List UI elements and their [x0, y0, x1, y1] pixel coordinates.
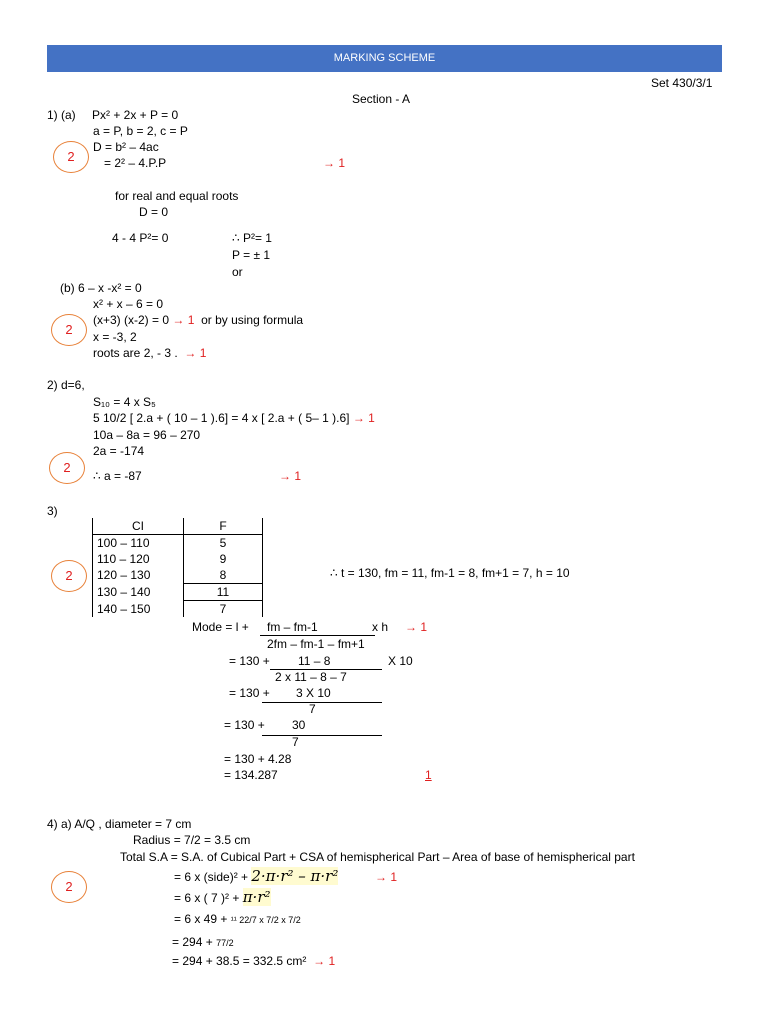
fraction-bar	[260, 635, 375, 636]
table-cell: 5	[184, 535, 263, 552]
table-header-f: F	[184, 518, 263, 535]
mark-arrow-1: → 1	[323, 156, 346, 170]
q2-line-5: ∴ a = -87	[93, 469, 142, 483]
mode-formula-label: Mode = l +	[192, 620, 249, 634]
table-row	[93, 535, 263, 552]
q4-step-1: = 6 x (side)² + 2·π·r² – π·r²	[174, 867, 339, 885]
table-cell: 130 – 140	[93, 584, 184, 601]
marks-circle: 2	[53, 141, 89, 173]
q1b-line-4: roots are 2, - 3 . → 1	[93, 346, 207, 360]
mode-formula-denominator: 2fm – fm-1 – fm+1	[267, 637, 365, 651]
table-cell: 140 – 150	[93, 601, 184, 618]
q1a-real-roots: for real and equal roots	[115, 189, 239, 203]
table-header-ci: CI	[93, 518, 184, 535]
q1a-label: 1) (a)	[47, 108, 76, 122]
q2-line-3: 10a – 8a = 96 – 270	[93, 428, 201, 442]
title-banner: MARKING SCHEME	[47, 45, 722, 72]
marks-circle: 2	[51, 871, 87, 903]
mode-step-3-lead: = 130 +	[224, 718, 265, 732]
q2-line-2: 5 10/2 [ 2.a + ( 10 – 1 ).6] = 4 x [ 2.a + ( 5– 1 ).6] → 1	[93, 411, 375, 425]
frequency-table	[92, 518, 263, 617]
q1a-or: or	[232, 265, 243, 279]
mark-arrow-1: → 1	[279, 469, 302, 483]
mode-step-1-times: X 10	[388, 654, 413, 668]
mark-arrow-1: → 1	[375, 870, 398, 884]
q4-total-sa: Total S.A = S.A. of Cubical Part + CSA of hemispherical Part – Area of base of hemispherical part	[120, 850, 635, 864]
q3-given-values: ∴ t = 130, fm = 11, fm-1 = 8, fm+1 = 7, h = 10	[330, 566, 570, 580]
q1a-p-value: P = ± 1	[232, 248, 271, 262]
mode-step-2-lead: = 130 +	[229, 686, 270, 700]
mode-step-4: = 130 + 4.28	[224, 752, 292, 766]
table-cell: 7	[184, 601, 263, 618]
mode-step-2-numerator: 3 X 10	[296, 686, 331, 700]
fraction-bar	[262, 702, 382, 703]
q1b-label: (b) 6 – x -x² = 0	[60, 281, 142, 295]
mode-step-3-numerator: 30	[292, 718, 306, 732]
table-cell: 11	[184, 584, 263, 601]
table-row	[93, 601, 263, 618]
q4-step-4: = 294 + 77/2	[172, 935, 234, 949]
q1b-line-2: (x+3) (x-2) = 0 → 1 or by using formula	[93, 313, 304, 327]
q1a-discriminant: D = b² – 4ac	[93, 140, 159, 154]
table-cell: 8	[184, 567, 263, 584]
q3-label: 3)	[47, 504, 58, 518]
table-row	[93, 551, 263, 567]
table-cell: 100 – 110	[93, 535, 184, 552]
mode-step-1-numerator: 11 – 8	[298, 654, 331, 668]
marks-circle: 2	[49, 452, 85, 484]
mark-one: 1	[425, 768, 432, 782]
mode-step-2-denominator: 7	[309, 702, 316, 716]
q4-radius: Radius = 7/2 = 3.5 cm	[133, 833, 251, 847]
q1a-equation: Px² + 2x + P = 0	[92, 108, 179, 122]
q4-step-3: = 6 x 49 + ¹¹ 22/7 x 7/2 x 7/2	[174, 912, 301, 926]
q2-line-1: S₁₀ = 4 x S₅	[93, 395, 156, 409]
q1a-therefore: ∴ P²= 1	[232, 231, 272, 245]
table-row	[93, 567, 263, 584]
table-cell: 110 – 120	[93, 551, 184, 567]
q4-step-5: = 294 + 38.5 = 332.5 cm² → 1	[172, 954, 336, 968]
mode-step-1-lead: = 130 +	[229, 654, 270, 668]
table-row	[93, 584, 263, 601]
mode-formula-xh: x h	[372, 620, 389, 634]
table-header-row	[93, 518, 263, 535]
fraction-bar	[262, 735, 382, 736]
q1a-discriminant-2: = 2² – 4.P.P	[104, 156, 167, 170]
q1a-d-zero: D = 0	[139, 205, 169, 219]
table-cell: 120 – 130	[93, 567, 184, 584]
q1b-line-3: x = -3, 2	[93, 330, 137, 344]
q1b-line-1: x² + x – 6 = 0	[93, 297, 164, 311]
q2-label: 2) d=6,	[47, 378, 85, 392]
marks-circle: 2	[51, 314, 87, 346]
set-number: Set 430/3/1	[651, 76, 713, 90]
table-cell: 9	[184, 551, 263, 567]
mode-step-1-denominator: 2 x 11 – 8 – 7	[275, 670, 347, 684]
mode-formula-numerator: fm – fm-1	[267, 620, 318, 634]
q4-step-2: = 6 x ( 7 )² + π·r²	[174, 888, 271, 906]
section-heading: Section - A	[352, 92, 411, 106]
q1a-equation-2: 4 - 4 P²= 0	[112, 231, 169, 245]
q2-line-4: 2a = -174	[93, 444, 145, 458]
mode-step-5: = 134.287	[224, 768, 278, 782]
mark-arrow-1: → 1	[405, 620, 428, 634]
marks-circle: 2	[51, 560, 87, 592]
q4-label: 4) a) A/Q , diameter = 7 cm	[47, 817, 192, 831]
q1a-values: a = P, b = 2, c = P	[93, 124, 188, 138]
mode-step-3-denominator: 7	[292, 735, 299, 749]
